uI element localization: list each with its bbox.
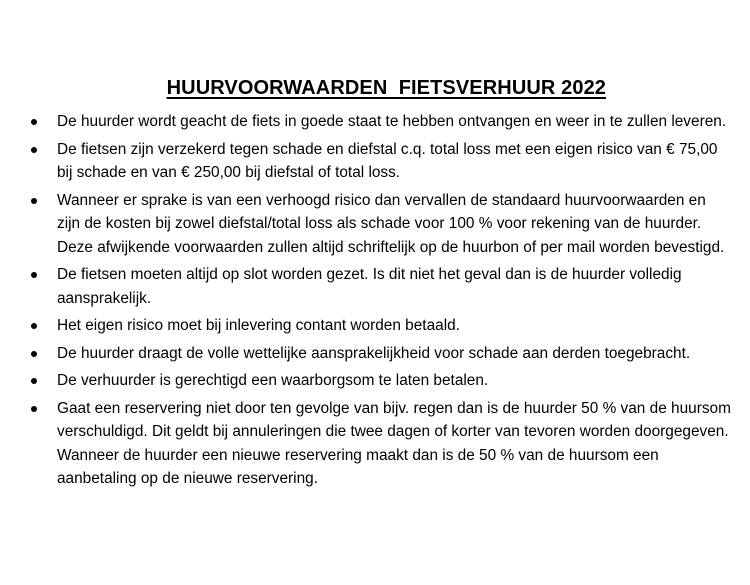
term-text: Het eigen risico moet bij inlevering contant worden betaald. <box>57 317 460 334</box>
term-text: Wanneer er sprake is van een verhoogd risico dan vervallen de standaard huurvoorwaarden en zijn de kosten bij zowel diefstal/total loss als schade voor 100 % voor rekening van de huurder. Deze afwijkende voorwaarden zullen altijd schriftelijk op de huurbon of per mail worden bevestigd. <box>57 191 725 256</box>
term-item <box>0 110 750 134</box>
terms-list <box>0 110 750 495</box>
bullet-icon <box>31 147 37 153</box>
bullet-icon <box>31 198 37 204</box>
term-item <box>0 397 750 491</box>
term-text: De fietsen moeten altijd op slot worden gezet. Is dit niet het geval dan is de huurder volledig aansprakelijk. <box>57 266 682 307</box>
term-item <box>0 189 750 260</box>
term-item <box>0 263 750 310</box>
term-item <box>0 314 750 338</box>
term-text: Gaat een reservering niet door ten gevolge van bijv. regen dan is de huurder 50 % van de huursom verschuldigd. Dit geldt bij annuleringen die twee dagen of korter van tevoren worden doorgegeven. Wanneer de huurder een nieuwe reservering maakt dan is de 50 % van de huursom een aanbetaling op de nieuwe reservering. <box>57 399 731 487</box>
bullet-icon <box>31 119 37 125</box>
bullet-icon <box>31 272 37 278</box>
bullet-icon <box>31 323 37 329</box>
document-title-text: HUURVOORWAARDEN FIETSVERHUUR 2022 <box>166 77 607 100</box>
bullet-icon <box>31 406 37 412</box>
term-item <box>0 138 750 185</box>
term-item <box>0 369 750 393</box>
term-text: De huurder draagt de volle wettelijke aansprakelijkheid voor schade aan derden toegebracht. <box>57 344 691 362</box>
term-text: De huurder wordt geacht de fiets in goede staat te hebben ontvangen en weer in te zullen leveren. <box>57 113 727 130</box>
bullet-icon <box>31 351 37 357</box>
bullet-icon <box>31 378 37 384</box>
term-text: De fietsen zijn verzekerd tegen schade en diefstal c.q. total loss met een eigen risico van € 75,00 bij schade en van € 250,00 bij diefstal of total loss. <box>57 140 718 181</box>
term-text: De verhuurder is gerechtigd een waarborgsom te laten betalen. <box>57 372 489 389</box>
term-item <box>0 342 750 366</box>
